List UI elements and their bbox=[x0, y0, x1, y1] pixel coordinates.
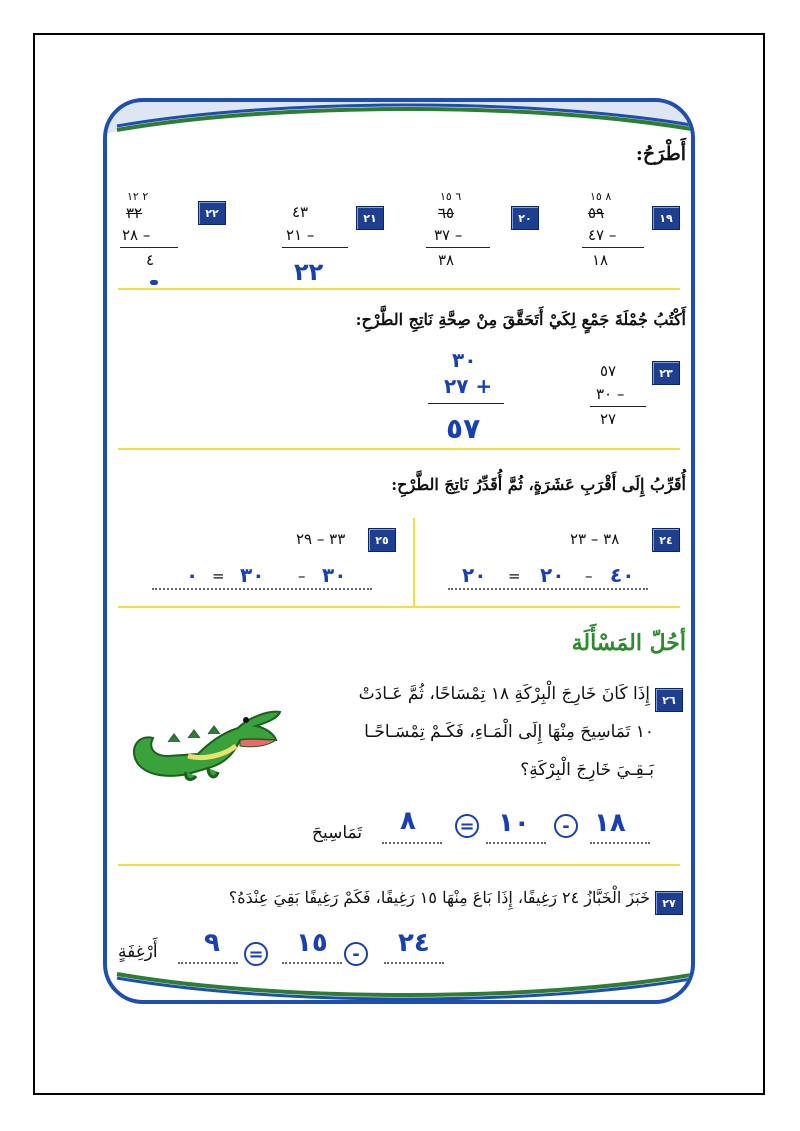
rounded-a-24: ٤٠ bbox=[610, 563, 635, 587]
p26-line3: بَـقِـيَ خَارِجَ الْبِرْكَةِ؟ bbox=[520, 760, 654, 780]
p26-result-line bbox=[382, 842, 442, 844]
p26-line2: ١٠ تَمَاسِيحَ مِنْهَا إِلَى الْمَـاءِ، فَكَـمْ تِمْسَـاحًـا bbox=[364, 722, 654, 742]
rule-21 bbox=[282, 247, 348, 248]
badge-22: ٢٢ bbox=[198, 201, 226, 225]
minus-24: – bbox=[585, 567, 596, 585]
section-divider-2 bbox=[118, 448, 680, 450]
check-minuend: ٥٧ bbox=[600, 362, 617, 380]
subtrahend-21: ٢١ – bbox=[286, 226, 315, 244]
rule-22 bbox=[120, 247, 178, 248]
answer-mark-22 bbox=[150, 280, 158, 285]
answer-19: ١٨ bbox=[592, 251, 609, 269]
answer-20: ٣٨ bbox=[438, 251, 455, 269]
subtrahend-19: ٤٧ – bbox=[588, 226, 617, 244]
p27-b-line bbox=[282, 962, 342, 964]
p26-unit: تَمَاسِيحَ bbox=[312, 823, 363, 843]
p26-equals-circle: = bbox=[455, 814, 479, 838]
add-rule bbox=[428, 403, 504, 404]
badge-21: ٢١ bbox=[356, 206, 384, 230]
p27-a: ٢٤ bbox=[398, 928, 430, 958]
minus-25: – bbox=[298, 567, 309, 585]
p26-a-line bbox=[590, 842, 650, 844]
p27-b: ١٥ bbox=[296, 928, 328, 958]
subtrahend-20: ٣٧ – bbox=[434, 226, 463, 244]
add-result: ٥٧ bbox=[446, 412, 481, 445]
section2-title: أَكْتُبُ جُمْلَةَ جَمْعٍ لِكَيْ أَتَحَقَّقَ مِنْ صِحَّةِ نَاتِجِ الطَّرْحِ: bbox=[355, 310, 686, 329]
section-divider-3 bbox=[118, 606, 680, 608]
borrow-marks-20: ٦ ١٥ bbox=[440, 190, 462, 203]
check-sub-result: ٢٧ bbox=[600, 410, 617, 428]
subtrahend-22: ٢٨ – bbox=[122, 226, 151, 244]
borrow-marks-19: ٨ ١٥ bbox=[590, 190, 612, 203]
rounded-b-24: ٢٠ bbox=[540, 563, 565, 587]
borrow-marks-22: ٢ ١٢ bbox=[127, 190, 149, 203]
badge-19: ١٩ bbox=[652, 206, 680, 230]
minuend-22: ٣٢ bbox=[126, 204, 143, 222]
p27-minus-circle: - bbox=[344, 942, 368, 966]
rule-19 bbox=[582, 247, 644, 248]
p27-unit: أَرْغِفَةٍ bbox=[118, 942, 158, 962]
badge-25: ٢٥ bbox=[368, 528, 396, 552]
crocodile-illustration bbox=[128, 694, 282, 784]
add-second: ٢٧ + bbox=[444, 374, 493, 398]
column-divider bbox=[413, 518, 415, 608]
badge-23: ٢٣ bbox=[652, 361, 680, 385]
add-top: ٣٠ bbox=[452, 348, 477, 372]
check-sub-rule bbox=[590, 406, 646, 407]
estimate-result-25: ٠ bbox=[186, 563, 199, 587]
p26-line1: إِذَا كَانَ خَارِجَ الْبِرْكَةِ ١٨ تِمْسَاحًا، ثُمَّ عَـادَتْ bbox=[358, 684, 650, 704]
bottom-swoosh-decoration bbox=[103, 968, 695, 1004]
badge-27: ٢٧ bbox=[655, 891, 683, 915]
section-divider-1 bbox=[118, 288, 680, 290]
p27-equals-circle: = bbox=[244, 942, 268, 966]
answer-21: ٢٢ bbox=[294, 258, 324, 286]
rounded-b-25: ٣٠ bbox=[240, 563, 265, 587]
p26-b-line bbox=[486, 842, 546, 844]
problem-solving-title: أحُلّ المَسْأَلَة bbox=[571, 630, 686, 656]
p27-a-line bbox=[384, 962, 444, 964]
p27-text: خَبَزَ الْخَبَّازُ ٢٤ رَغِيفًا، إِذَا بَاعَ مِنْهَا ١٥ رَغِيفًا، فَكَمْ رَغِيفًا بَقِيَ عِنْدَهُ؟ bbox=[228, 888, 650, 907]
check-subtrahend: ٣٠ – bbox=[596, 385, 625, 403]
answer-22: ٤ bbox=[146, 251, 155, 269]
p26-result: ٨ bbox=[400, 806, 416, 836]
section3-title: أُقَرِّبُ إِلَى أَقْرَبِ عَشَرَةٍ، ثُمَّ أُقَدِّرُ نَاتِجَ الطَّرْحِ: bbox=[391, 475, 686, 494]
answer-line-25 bbox=[152, 588, 372, 590]
section1-title: أَطْرَحُ: bbox=[635, 143, 686, 165]
estimate-expr-24: ٣٨ – ٢٣ bbox=[570, 530, 620, 548]
minuend-21: ٤٣ bbox=[292, 203, 309, 221]
equals-24: = bbox=[508, 567, 524, 585]
p27-result: ٩ bbox=[204, 928, 220, 958]
p26-a: ١٨ bbox=[594, 808, 626, 838]
estimate-result-24: ٢٠ bbox=[462, 563, 487, 587]
equals-25: = bbox=[212, 567, 228, 585]
rule-20 bbox=[426, 247, 490, 248]
p27-result-line bbox=[178, 962, 238, 964]
minuend-19: ٥٩ bbox=[588, 204, 605, 222]
estimate-expr-25: ٣٣ – ٢٩ bbox=[296, 530, 346, 548]
p26-minus-circle: - bbox=[554, 814, 578, 838]
badge-24: ٢٤ bbox=[652, 528, 680, 552]
badge-26: ٢٦ bbox=[655, 688, 683, 712]
minuend-20: ٦٥ bbox=[438, 204, 455, 222]
section-divider-4 bbox=[118, 864, 680, 866]
rounded-a-25: ٣٠ bbox=[322, 563, 347, 587]
top-swoosh-decoration bbox=[103, 98, 695, 136]
badge-20: ٢٠ bbox=[511, 206, 539, 230]
p26-b: ١٠ bbox=[498, 808, 530, 838]
answer-line-24 bbox=[448, 588, 648, 590]
